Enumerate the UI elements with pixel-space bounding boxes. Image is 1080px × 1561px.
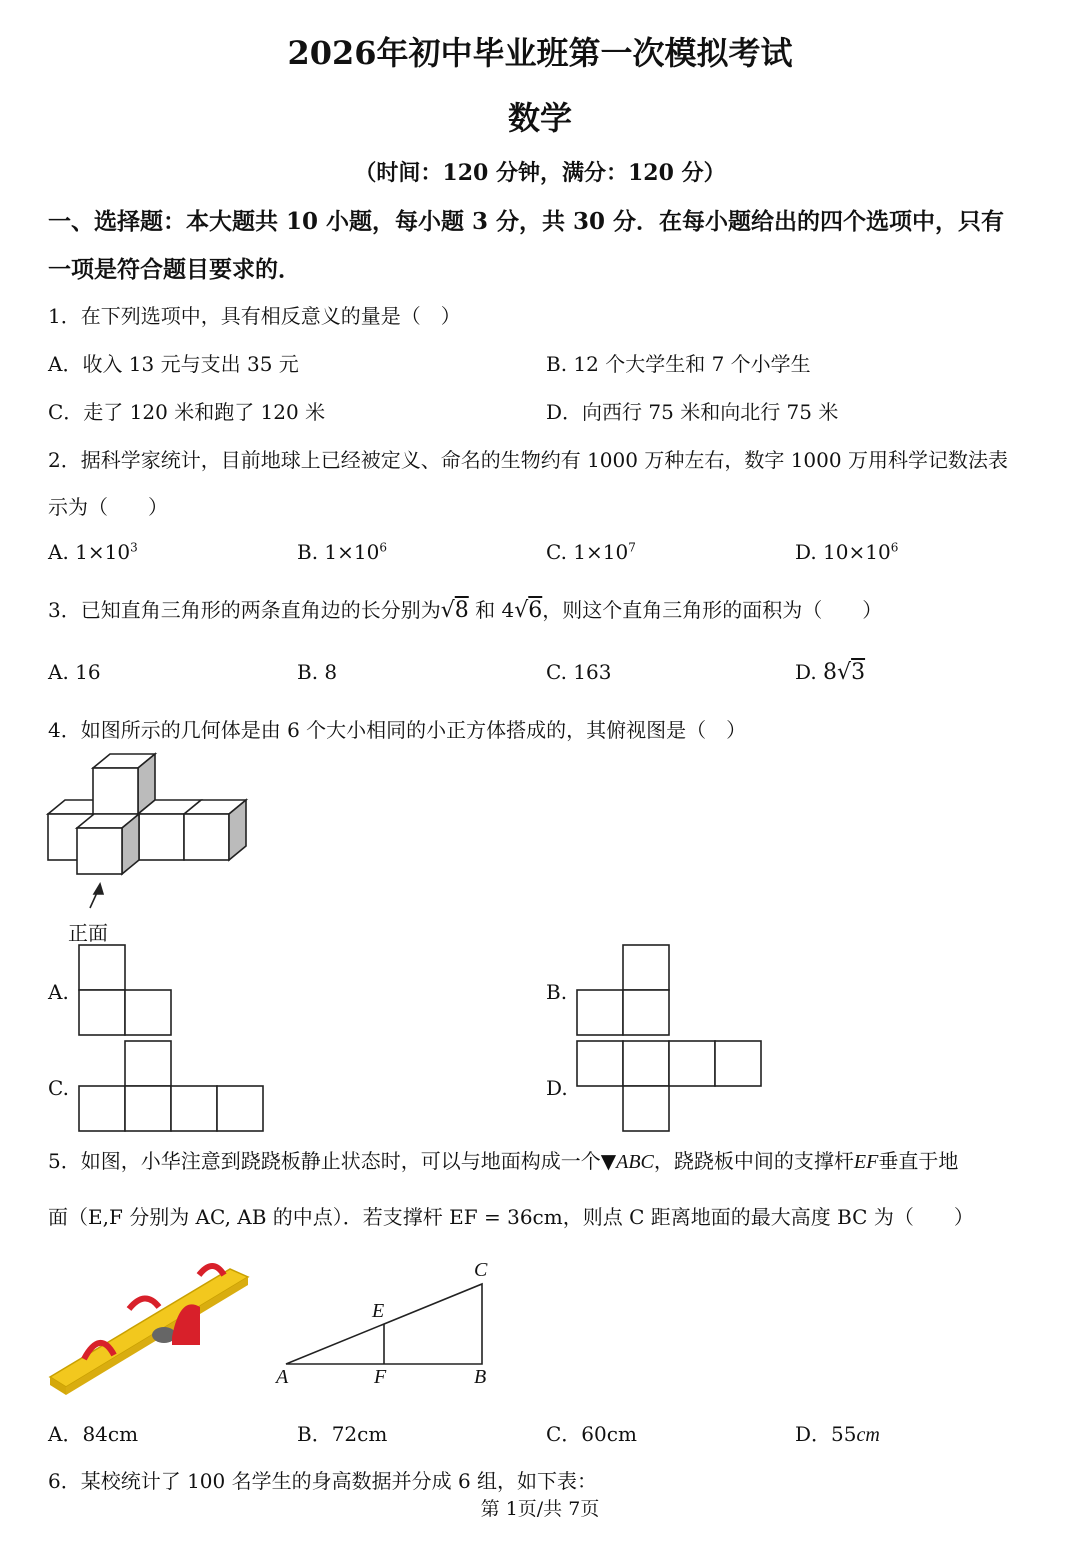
subject-title: 数学: [507, 99, 572, 137]
q3-option-c: C. 163: [546, 660, 612, 684]
label-f: F: [374, 1366, 387, 1388]
q6-stem: 6．某校统计了 100 名学生的身高数据并分成 6 组，如下表：: [48, 1469, 598, 1493]
q5-option-d: D．55cm: [795, 1422, 880, 1446]
seesaw-illustration: [44, 1255, 254, 1395]
label-c: C: [474, 1259, 488, 1281]
q2-option-a: A. $1\times 10^3$: [48, 540, 138, 564]
exam-info: （时间：120 分钟，满分：120 分）: [354, 160, 726, 186]
q4-stem: 4．如图所示的几何体是由 6 个大小相同的小正方体搭成的，其俯视图是（ ）: [48, 718, 747, 742]
q4-option-c-figure[interactable]: [78, 1040, 266, 1134]
q4-solid-figure: [40, 748, 260, 918]
section-heading-line1: 一、选择题：本大题共 10 小题，每小题 3 分，共 30 分．在每小题给出的四个选项中，只有: [48, 208, 1005, 235]
q2-stem-line2: 示为（ ）: [48, 495, 168, 519]
q1-option-c: C．走了 120 米和跑了 120 米: [48, 400, 326, 424]
q4-option-a-figure[interactable]: [78, 944, 174, 1038]
q2-stem-line1: 2．据科学家统计，目前地球上已经被定义、命名的生物约有 1000 万种左右，数字 1000 万用科学记数法表: [48, 448, 1008, 472]
q5-stem-line2: 面（E,F 分别为 AC, AB 的中点）．若支撑杆 EF = 36cm，则点 C 距离地面的最大高度 BC 为（ ）: [48, 1205, 974, 1229]
q3-option-b: B. 8: [297, 660, 338, 684]
q2-option-d: D. $10\times 10^6$: [795, 540, 899, 564]
q5-stem-line1: 5．如图，小华注意到跷跷板静止状态时，可以与地面构成一个▼ABC，跷跷板中间的支撑杆EF垂直于地: [48, 1149, 959, 1173]
q4-option-a-label: A.: [48, 980, 69, 1004]
exam-title: 2026年初中毕业班第一次模拟考试: [287, 34, 793, 72]
q1-option-a: A．收入 13 元与支出 35 元: [48, 352, 299, 376]
q4-option-d-label: D.: [546, 1076, 568, 1100]
q4-option-c-label: C.: [48, 1076, 69, 1100]
page-footer: 第 1页/共 7页: [480, 1498, 600, 1520]
q3-option-d: D. 8√3: [795, 660, 866, 685]
q4-option-d-figure[interactable]: [576, 1040, 764, 1134]
q2-option-c: C. $1\times 10^7$: [546, 540, 636, 564]
q5-option-b: B．72cm: [297, 1422, 388, 1446]
q5-option-c: C．60cm: [546, 1422, 637, 1446]
q4-option-b-figure[interactable]: [576, 944, 672, 1038]
section-heading-line2: 一项是符合题目要求的．: [48, 256, 301, 283]
q4-option-b-label: B.: [546, 980, 568, 1004]
q3-option-a: A. 16: [48, 660, 101, 684]
label-b: B: [474, 1366, 487, 1388]
q1-stem: 1．在下列选项中，具有相反意义的量是（ ）: [48, 304, 461, 328]
q3-stem: 3．已知直角三角形的两条直角边的长分别为√8 和 4√6，则这个直角三角形的面积为（ ）: [48, 598, 883, 623]
label-a: A: [276, 1366, 289, 1388]
q1-option-d: D．向西行 75 米和向北行 75 米: [546, 400, 839, 424]
q5-option-a: A．84cm: [48, 1422, 139, 1446]
q2-option-b: B. $1\times 10^6$: [297, 540, 387, 564]
q1-option-b: B. 12 个大学生和 7 个小学生: [546, 352, 811, 376]
front-view-label: 正面: [68, 921, 108, 945]
label-e: E: [372, 1300, 385, 1322]
